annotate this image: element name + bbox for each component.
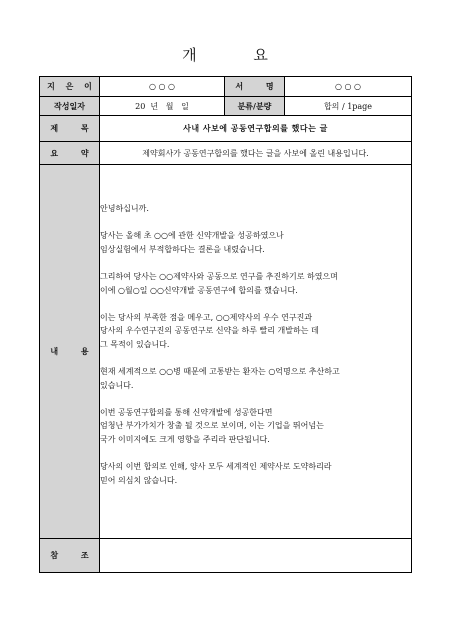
signature-value: ○ ○ ○ [285, 77, 412, 97]
document-title: 개 요 [182, 46, 294, 64]
reference-row [40, 539, 412, 573]
content-line: 당사의 이번 합의로 인해, 양사 모두 세계적인 제약사로 도약하리라 [100, 462, 332, 472]
content-line: 임상실험에서 부적합하다는 결론을 내렸습니다. [100, 244, 265, 254]
author-label: 지 은 이 [40, 77, 100, 97]
content-paragraph [100, 460, 411, 487]
content-line: 엄청난 부가가치가 창출 될 것으로 보이며, 이는 기업을 뛰어넘는 [100, 421, 324, 431]
content-row [40, 165, 412, 539]
date-value: 20 년 월 일 [100, 97, 225, 116]
content-line: 이에 ○월○일 ○○신약개발 공동연구에 합의를 했습니다. [100, 285, 298, 295]
date-row [40, 97, 412, 116]
reference-value [100, 539, 412, 573]
category-label: 분류/분량 [225, 97, 285, 116]
content-label: 내 용 [40, 165, 100, 539]
content-line: 안녕하십니까. [100, 203, 149, 213]
date-label: 작성일자 [40, 97, 100, 116]
content-line: 그리하여 당사는 ○○제약사와 공동으로 연구를 추진하기로 하였으며 [100, 271, 338, 281]
content-paragraph [100, 229, 411, 256]
summary-label: 요 약 [40, 142, 100, 165]
content-line: 이번 공동연구합의를 통해 신약개발에 성공한다면 [100, 407, 273, 417]
author-value: ○ ○ ○ [100, 77, 225, 97]
author-row [40, 77, 412, 97]
content-paragraph [100, 270, 411, 297]
subject-value: 사내 사보에 공동연구합의를 했다는 글 [100, 116, 412, 142]
content-paragraph [100, 202, 411, 216]
category-value: 합의 / 1page [285, 97, 412, 116]
content-line: 이는 당사의 부족한 점을 메우고, ○○제약사의 우수 연구진과 [100, 312, 313, 322]
content-paragraph [100, 406, 411, 447]
content-paragraph [100, 311, 411, 352]
summary-form-table [39, 76, 412, 573]
content-line: 믿어 의심치 않습니다. [100, 475, 178, 485]
summary-row [40, 142, 412, 165]
content-body [100, 165, 412, 539]
content-line: 당사의 우수연구진의 공동연구로 신약을 하루 빨리 개발하는 데 [100, 326, 319, 336]
subject-label: 제 목 [40, 116, 100, 142]
summary-value: 제약회사가 공동연구합의를 했다는 글을 사보에 올린 내용입니다. [100, 142, 412, 165]
content-line: 국가 이미지에도 크게 영향을 주리라 판단됩니다. [100, 435, 270, 445]
content-paragraphs [100, 202, 411, 487]
content-line: 있습니다. [100, 380, 134, 390]
content-line: 그 목적이 있습니다. [100, 339, 170, 349]
content-line: 현재 세계적으로 ○○병 때문에 고통받는 환자는 ○억명으로 추산하고 [100, 367, 340, 377]
signature-label: 서 명 [225, 77, 285, 97]
subject-row [40, 116, 412, 142]
reference-label: 참 조 [40, 539, 100, 573]
content-paragraph [100, 365, 411, 392]
content-line: 당사는 올해 초 ○○에 관한 신약개발을 성공하였으나 [100, 231, 284, 241]
